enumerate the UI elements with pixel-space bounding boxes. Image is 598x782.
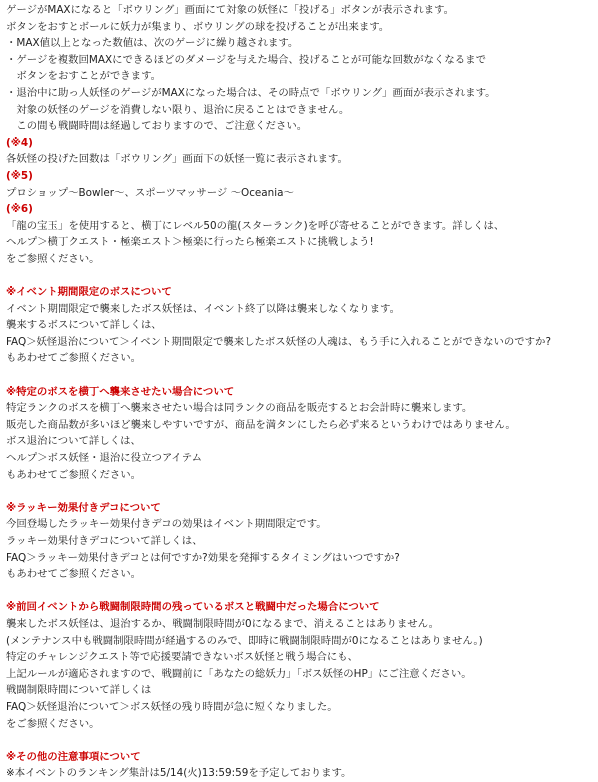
- section-lucky-deco: [6, 500, 592, 583]
- body-text: 襲来するボスについて詳しくは、: [6, 319, 162, 332]
- body-text: もあわせてご参照ください。: [6, 468, 142, 481]
- intro-block: [6, 2, 592, 135]
- body-text: もあわせてご参照ください。: [6, 568, 142, 581]
- spacer: [6, 483, 592, 500]
- body-text: プロショップ～Bowler～、スポーツマッサージ ～Oceania～: [6, 186, 294, 199]
- faq-link[interactable]: FAQ＞妖怪退治について＞イベント期間限定で襲来したボス妖怪の人魂は、もう手に入れることができないのですか?: [6, 335, 551, 348]
- body-text: 各妖怪の投げた回数は「ボウリング」画面下の妖怪一覧に表示されます。: [6, 153, 348, 166]
- note-4: [6, 135, 592, 168]
- section-previous-boss: [6, 599, 592, 732]
- body-text: 襲来したボス妖怪は、退治するか、戦闘制限時間が0になるまで、消えることはありません。: [6, 617, 440, 630]
- body-text: この間も戦闘時間は経過しておりますので、ご注意ください。: [6, 120, 308, 133]
- body-text: イベント期間限定で襲来したボス妖怪は、イベント終了以降は襲来しなくなります。: [6, 302, 401, 315]
- spacer: [6, 268, 592, 285]
- body-text: 特定のチャレンジクエスト等で応援要請できないボス妖怪と戦う場合にも、: [6, 651, 359, 664]
- note-mark: (※6): [6, 203, 33, 216]
- body-text: 戦闘制限時間について詳しくは: [6, 684, 152, 697]
- note-6: [6, 201, 592, 267]
- body-text: ボス退治について詳しくは、: [6, 435, 141, 448]
- section-heading: ※イベント期間限定のボスについて: [6, 286, 172, 299]
- help-link[interactable]: ヘルプ＞横丁クエスト・極楽エスト＞極楽に行ったら極楽エストに挑戦しよう!: [6, 236, 374, 249]
- note-mark: (※4): [6, 136, 33, 149]
- body-text: 販売した商品数が多いほど襲来しやすいですが、商品を満タンにしたら必ず来るというわけではありません。: [6, 418, 516, 431]
- body-text: もあわせてご参照ください。: [6, 352, 142, 365]
- faq-link[interactable]: FAQ＞ラッキー効果付きデコとは何ですか?効果を発揮するタイミングはいつですか?: [6, 551, 400, 564]
- note-mark: (※5): [6, 169, 33, 182]
- section-heading: ※特定のボスを横丁へ襲来させたい場合について: [6, 385, 235, 398]
- body-text: 「龍の宝玉」を使用すると、横丁にレベル50の龍(スターランク)を呼び寄せることができます。詳しくは、: [6, 219, 505, 232]
- body-text: (メンテナンス中も戦闘制限時間が経過するのみで、即時に戦闘制限時間が0になることはありません。): [6, 634, 483, 647]
- body-text: ボタンをおすとボールに妖力が集まり、ボウリングの球を投げることが出来ます。: [6, 20, 390, 33]
- body-text: 今回登場したラッキー効果付きデコの効果はイベント期間限定です。: [6, 518, 327, 531]
- body-text: ゲージがMAXになると「ボウリング」画面にて対象の妖怪に「投げる」ボタンが表示されます。: [6, 4, 454, 16]
- body-text: ・ゲージを複数回MAXにできるほどのダメージを与えた場合、投げることが可能な回数がなくなるまで: [6, 53, 486, 66]
- help-link[interactable]: ヘルプ＞ボス妖怪・退治に役立つアイテム: [6, 452, 202, 465]
- body-text: ※本イベントのランキング集計は5/14(火)13:59:59を予定しております。: [6, 767, 352, 780]
- section-heading: ※前回イベントから戦闘制限時間の残っているボスと戦闘中だった場合について: [6, 601, 380, 614]
- note-5: [6, 168, 592, 201]
- body-text: 特定ランクのボスを横丁へ襲来させたい場合は同ランクの商品を販売するとお会計時に襲来します。: [6, 402, 473, 415]
- spacer: [6, 367, 592, 384]
- spacer: [6, 732, 592, 749]
- body-text: ・MAX値以上となった数値は、次のゲージに繰り越されます。: [6, 37, 299, 50]
- section-specific-boss: [6, 384, 592, 484]
- body-text: をご参照ください。: [6, 717, 100, 730]
- spacer: [6, 583, 592, 600]
- section-event-boss: [6, 284, 592, 367]
- body-text: ラッキー効果付きデコについて詳しくは、: [6, 535, 203, 547]
- faq-link[interactable]: FAQ＞妖怪退治について＞ボス妖怪の残り時間が急に短くなりました。: [6, 700, 338, 713]
- section-heading: ※その他の注意事項について: [6, 750, 141, 763]
- body-text: 上記ルールが適応されますので、戦闘前に「あなたの総妖力」「ボス妖怪のHP」にご注意ください。: [6, 667, 472, 680]
- section-heading: ※ラッキー効果付きデコについて: [6, 501, 161, 514]
- body-text: ボタンをおすことができます。: [6, 70, 162, 83]
- body-text: をご参照ください。: [6, 252, 100, 265]
- section-other-notes: [6, 749, 592, 782]
- body-text: ・退治中に助っ人妖怪のゲージがMAXになった場合は、その時点で「ボウリング」画面が表示されます。: [6, 86, 496, 99]
- body-text: 対象の妖怪のゲージを消費しない限り、退治に戻ることはできません。: [6, 103, 350, 116]
